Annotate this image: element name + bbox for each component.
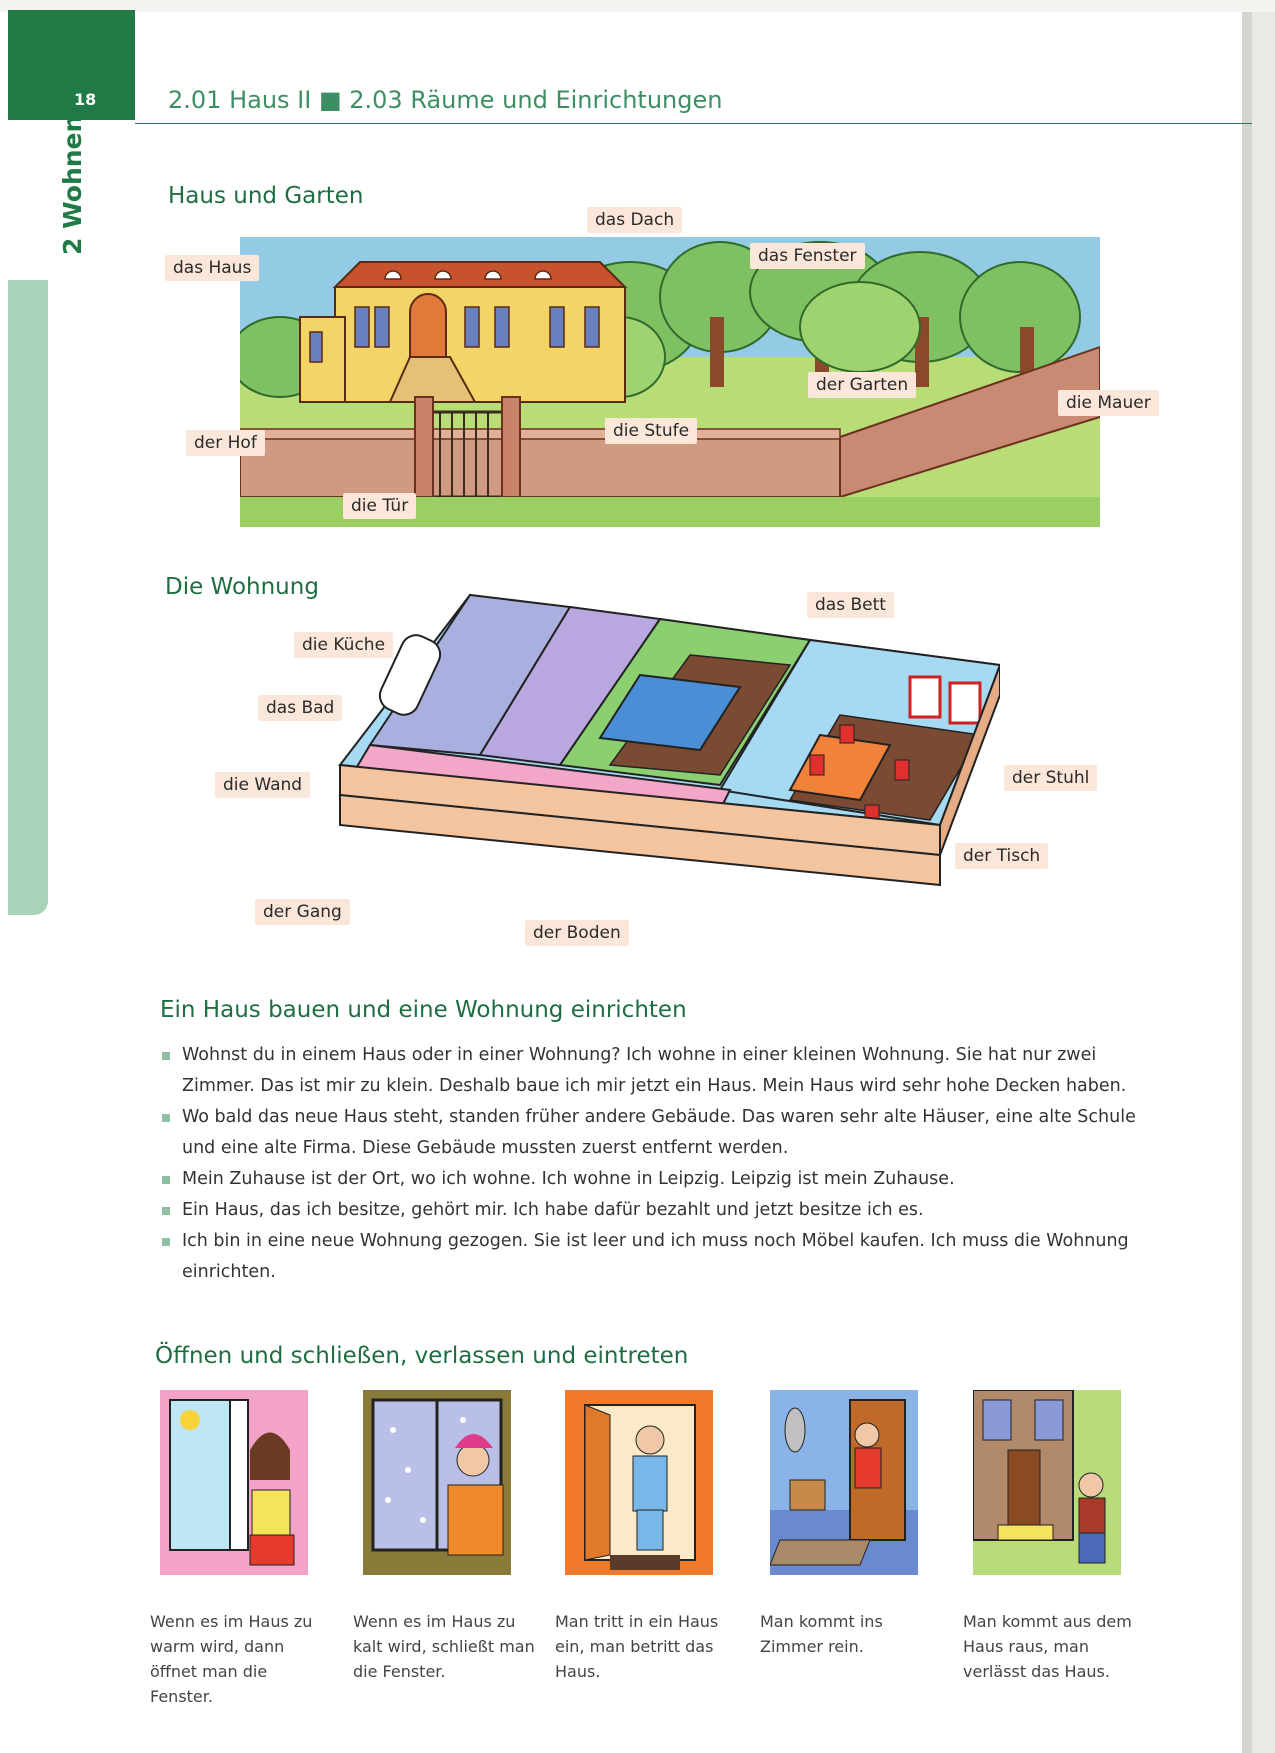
label-bad: das Bad (258, 695, 342, 721)
enter-house-picture (565, 1390, 713, 1575)
caption-leave-house: Man kommt aus dem Haus raus, man verlässt das Haus. (963, 1612, 1132, 1681)
label-dach: das Dach (587, 207, 682, 233)
caption-enter-house: Man tritt in ein Haus ein, man betritt das Haus. (555, 1612, 719, 1681)
page-number-box (8, 10, 135, 120)
card-close-window (353, 1390, 553, 1684)
label-stufe: die Stufe (605, 418, 697, 444)
label-fenster: das Fenster (750, 243, 865, 269)
card-come-in (760, 1390, 960, 1659)
close-window-picture (363, 1390, 511, 1575)
open-window-picture (160, 1390, 308, 1575)
section-title-flat: Die Wohnung (165, 574, 319, 600)
list-item: Ich bin in eine neue Wohnung gezogen. Sie ist leer und ich muss noch Möbel kaufen. Ich muss die Wohnung einrichten. (160, 1226, 1150, 1288)
label-gang: der Gang (255, 899, 350, 925)
header-rule (135, 123, 1252, 124)
list-item: Mein Zuhause ist der Ort, wo ich wohne. Ich wohne in Leipzig. Leipzig ist mein Zuhause. (160, 1164, 1150, 1195)
list-item: Ein Haus, das ich besitze, gehört mir. Ich habe dafür bezahlt und jetzt besitze ich es. (160, 1195, 1150, 1226)
label-tisch: der Tisch (955, 843, 1048, 869)
come-in-picture (770, 1390, 918, 1575)
label-mauer: die Mauer (1058, 390, 1159, 416)
label-stuhl: der Stuhl (1004, 765, 1097, 791)
list-item: Wo bald das neue Haus steht, standen früher andere Gebäude. Das waren sehr alte Häuser, eine alte Schule und eine alte Firma. Diese Gebäude mussten zuerst entfernt werden. (160, 1102, 1150, 1164)
label-hof: der Hof (186, 430, 265, 456)
card-leave-house (963, 1390, 1163, 1684)
card-open-window (150, 1390, 350, 1709)
label-haus: das Haus (165, 255, 259, 281)
page-header-title: 2.01 Haus II ■ 2.03 Räume und Einrichtungen (168, 86, 723, 114)
section-title-garden: Haus und Garten (168, 183, 364, 209)
chapter-tab (8, 120, 48, 280)
house-garden-illustration (240, 237, 1100, 527)
label-garten: der Garten (808, 372, 916, 398)
caption-come-in: Man kommt ins Zimmer rein. (760, 1612, 883, 1656)
label-kueche: die Küche (294, 632, 393, 658)
label-boden: der Boden (525, 920, 629, 946)
leave-house-picture (973, 1390, 1121, 1575)
section-title-build: Ein Haus bauen und eine Wohnung einrichten (160, 997, 687, 1023)
caption-close-window: Wenn es im Haus zu kalt wird, schließt man die Fenster. (353, 1612, 535, 1681)
build-bullet-list (160, 1040, 1150, 1288)
label-wand: die Wand (215, 772, 310, 798)
card-enter-house (555, 1390, 755, 1684)
flat-floorplan-illustration (320, 585, 1000, 955)
list-item: Wohnst du in einem Haus oder in einer Wohnung? Ich wohne in einer kleinen Wohnung. Sie hat nur zwei Zimmer. Das ist mir zu klein. Deshalb baue ich mir jetzt ein Haus. Mein Haus wird sehr hohe Decken haben. (160, 1040, 1150, 1102)
caption-open-window: Wenn es im Haus zu warm wird, dann öffnet man die Fenster. (150, 1612, 313, 1706)
page-top-edge (0, 0, 1275, 12)
section-title-open: Öffnen und schließen, verlassen und eintreten (155, 1343, 689, 1369)
label-tuer: die Tür (343, 493, 416, 519)
label-bett: das Bett (807, 592, 894, 618)
page-number: 18 (74, 90, 97, 109)
chapter-label: 2 Wohnen (58, 114, 87, 255)
open-close-cards (150, 1390, 1150, 1720)
